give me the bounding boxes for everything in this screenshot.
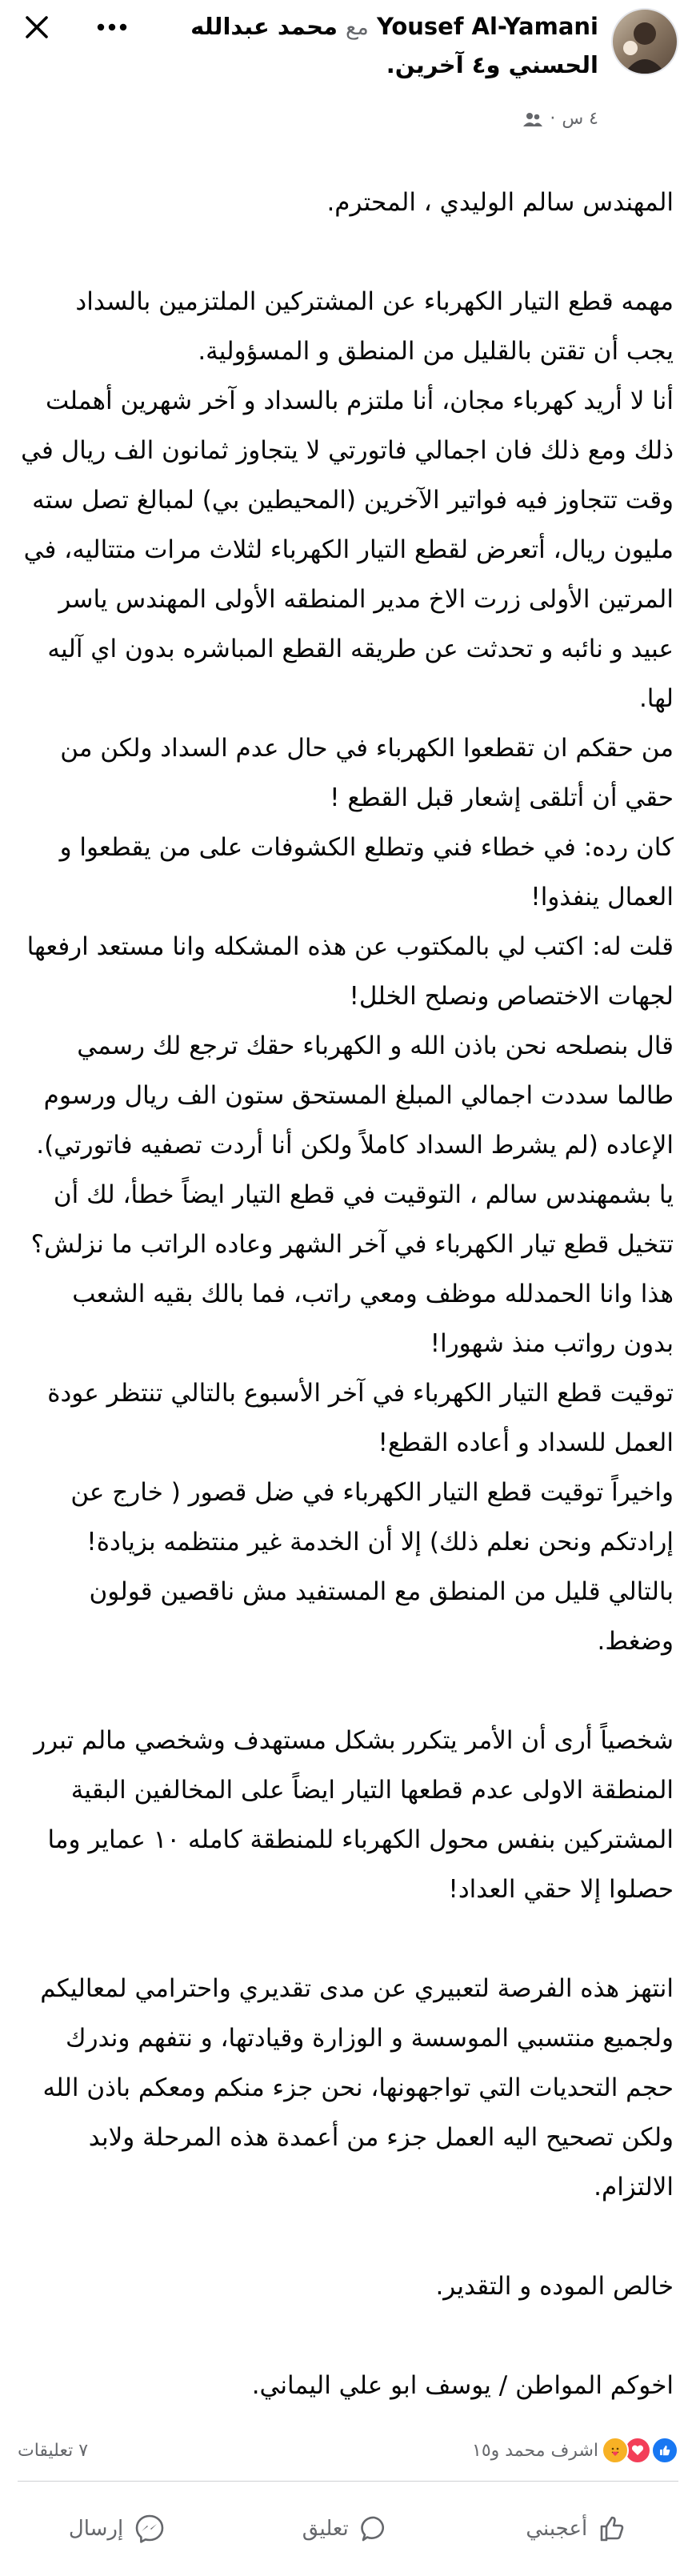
post-paragraph: خالص الموده و التقدير.	[435, 2272, 674, 2301]
post-paragraph: مهمه قطع التيار الكهرباء عن المشتركين الملتزمين بالسداد يجب أن تقتن بالقليل من المنطق و المسؤولية.	[75, 287, 674, 366]
separator-dot: ·	[550, 109, 556, 129]
post-paragraph: انتهز هذه الفرصة لتعبيري عن مدى تقديري واحترامي لمعاليكم ولجميع منتسبي الموسسة و الوزارة وقيادتها، و نتفهم وندرك حجم التحديات التي تواجهونها، نحن جزء منكم ومعكم باذن الله ولكن تصحيح اليه العمل جزء من أعمدة هذه المرحلة ولابد الالتزام.	[40, 1974, 674, 2201]
send-label: إرسال	[68, 2517, 124, 2541]
close-button[interactable]	[18, 8, 56, 46]
like-label: أعجبني	[526, 2517, 588, 2541]
avatar[interactable]	[611, 8, 678, 75]
paragraph-spacer	[21, 1914, 674, 1964]
paragraph-spacer	[21, 2311, 674, 2361]
avatar-photo	[613, 10, 677, 74]
action-bar	[0, 2489, 696, 2569]
post-paragraph: اخوكم المواطن / يوسف ابو علي اليماني.	[251, 2371, 674, 2400]
post-paragraph: المهندس سالم الوليدي ، المحترم.	[326, 188, 674, 217]
comment-button[interactable]	[302, 2514, 389, 2543]
post-paragraph: توقيت قطع التيار الكهرباء في آخر الأسبوع بالتالي تنتظر عودة العمل للسداد و أعاده القطع!	[47, 1379, 674, 1457]
like-icon	[598, 2514, 627, 2543]
reaction-summary[interactable]	[472, 2437, 678, 2464]
like-button[interactable]	[526, 2514, 627, 2543]
messenger-icon	[134, 2514, 165, 2544]
care-reaction-icon	[602, 2437, 629, 2464]
friends-icon	[522, 111, 543, 127]
tagged-others[interactable]: و٤ آخرين.	[386, 51, 501, 78]
send-button[interactable]	[69, 2514, 165, 2544]
reactions-text[interactable]: اشرف محمد و١٥	[472, 2440, 598, 2461]
like-reaction-icon	[651, 2437, 678, 2464]
post-meta	[522, 109, 598, 129]
post-paragraph: يا بشمهندس سالم ، التوقيت في قطع التيار ايضاً خطأ، لك أن تتخيل قطع تيار الكهرباء في آخر الشهر وعاده الراتب ما نزلش؟ هذا وانا الحمدلله موظف ومعي راتب، فما بالك بقيه الشعب بدون رواتب منذ شهورا!	[30, 1180, 674, 1358]
post-paragraph: من حقكم ان تقطعوا الكهرباء في حال عدم السداد ولكن من حقي أن أتلقى إشعار قبل القطع !	[60, 734, 674, 812]
author-line	[118, 8, 598, 83]
post-time[interactable]: ٤ س	[562, 109, 598, 129]
post-paragraph: قلت له: اكتب لي بالمكتوب عن هذه المشكله وانا مستعد ارفعها لجهات الاختصاص ونصلح الخلل!	[26, 932, 674, 1011]
post-paragraph: شخصياً أرى أن الأمر يتكرر بشكل مستهدف وشخصي مالم تبرر المنطقة الاولى عدم قطعها التيار ايضاً على المخالفين البقية المشتركين بنفس محول الكهرباء للمنطقة كامله ١٠ عماير وما حصلوا إلا حقي العداد!	[34, 1726, 674, 1904]
post-paragraph: كان رده: في خطاء فني وتطلع الكشوفات على من يقطعوا و العمال ينفذوا!	[59, 833, 674, 911]
post-header	[0, 0, 696, 152]
comments-count[interactable]: ٧ تعليقات	[18, 2440, 89, 2461]
divider	[18, 2481, 678, 2482]
comment-icon	[360, 2514, 389, 2543]
post-paragraph: قال بنصلحه نحن باذن الله و الكهرباء حقك ترجع لك رسمي طالما سددت اجمالي المبلغ المستحق ستون الف ريال ورسوم الإعاده (لم يشرط السداد كاملاً ولكن أنا أردت تصفيه فاتورتي).	[36, 1032, 674, 1160]
with-word: مع	[346, 15, 369, 40]
tagged-person[interactable]: محمد عبدالله الحسني	[190, 13, 598, 78]
paragraph-spacer	[21, 2212, 674, 2262]
author-name[interactable]: Yousef Al-Yamani	[377, 13, 598, 40]
post-paragraph: أنا لا أريد كهرباء مجان، أنا ملتزم بالسداد و آخر شهرين أهملت ذلك ومع ذلك فان اجمالي فاتورتي لا يتجاوز ثمانون الف ريال في وقت تتجاوز فيه فواتير الآخرين (المحيطين بي) لمبالغ تصل سته مليون ريال، أتعرض لقطع التيار الكهرباء لثلاث مرات متتاليه، في المرتين الأولى زرت الاخ مدير المنطقه الأولى المهندس ياسر عبيد و نائبه و تحدثت عن طريقه القطع المباشره بدون اي آليه لها.	[21, 387, 674, 713]
reactions-bar	[18, 2430, 678, 2471]
post-body	[21, 178, 674, 2410]
comment-label: تعليق	[302, 2517, 349, 2541]
close-icon	[23, 14, 50, 41]
paragraph-spacer	[21, 227, 674, 277]
post-paragraph: واخيراً توقيت قطع التيار الكهرباء في ضل قصور ( خارج عن إرادتكم ونحن نعلم ذلك) إلا أن الخدمة غير منتظمه بزيادة! بالتالي قليل من المنطق مع المستفيد مش ناقصين قولون وضغط.	[70, 1478, 674, 1656]
paragraph-spacer	[21, 1666, 674, 1716]
